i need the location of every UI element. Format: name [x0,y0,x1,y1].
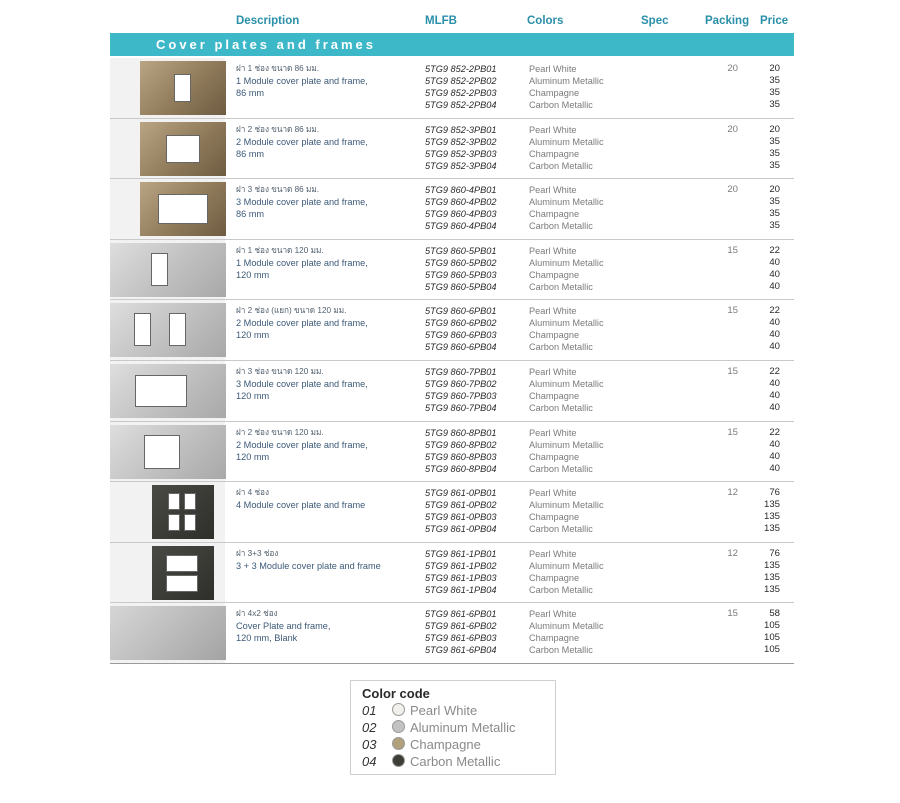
description-line: 3 + 3 Module cover plate and frame [236,560,381,571]
mlfb-code: 5TG9 861-6PB03 [425,633,497,644]
price-value: 135 [763,511,780,523]
price-value: 105 [763,644,780,656]
description-cell [236,427,368,463]
mlfb-cell [425,487,497,535]
module-opening [166,135,200,163]
price-value: 58 [769,608,780,620]
mlfb-code: 5TG9 860-6PB04 [425,342,497,353]
price-value: 35 [769,135,780,147]
mlfb-code: 5TG9 852-2PB02 [425,76,497,86]
legend-color-name: Champagne [410,737,481,752]
thai-description: ฝา 2 ช่อง ขนาด 120 มม. [236,427,324,437]
mlfb-code: 5TG9 861-1PB02 [425,560,497,571]
color-swatch [392,754,405,767]
description-line: 3 Module cover plate and frame, [236,378,368,389]
description-cell [236,366,368,402]
mlfb-code: 5TG9 861-0PB02 [425,500,497,511]
price-value: 22 [769,305,780,317]
color-name: Champagne [529,88,580,98]
color-name: Aluminum Metallic [529,621,604,632]
color-name: Pearl White [529,124,577,135]
price-value: 22 [769,426,780,438]
header-packing: Packing [705,15,750,27]
mlfb-cell [425,63,497,111]
color-name: Carbon Metallic [529,281,593,292]
color-name: Carbon Metallic [529,584,593,595]
table-row [110,58,794,119]
packing-value: 12 [727,487,738,499]
colors-cell [529,63,604,111]
color-name: Pearl White [529,306,577,317]
legend-color-name: Carbon Metallic [410,754,501,769]
color-name: Aluminum Metallic [529,500,604,511]
thai-description: ฝา 2 ช่อง (แยก) ขนาด 120 มม. [236,306,347,316]
mlfb-code: 5TG9 860-8PB02 [425,439,497,450]
table-row [110,361,794,422]
legend-code: 04 [362,754,377,769]
color-name: Pearl White [529,609,577,620]
price-value: 35 [769,196,780,208]
mlfb-code: 5TG9 852-3PB02 [425,136,497,147]
price-value: 35 [769,99,780,110]
mlfb-code: 5TG9 861-0PB01 [425,488,497,499]
mlfb-code: 5TG9 860-4PB03 [425,209,497,220]
price-cell [750,548,780,596]
description-line: 2 Module cover plate and frame, [236,318,368,329]
header-spec: Spec [641,15,669,27]
price-value: 40 [769,450,780,462]
price-value: 40 [769,389,780,401]
price-cell [750,184,780,232]
color-name: Champagne [529,512,580,523]
price-value: 40 [769,401,780,413]
legend-item [362,737,481,754]
price-value: 40 [769,341,780,353]
mlfb-code: 5TG9 860-7PB03 [425,390,497,401]
mlfb-code: 5TG9 861-1PB03 [425,572,497,583]
color-name: Carbon Metallic [529,463,593,474]
price-value: 35 [769,208,780,220]
price-value: 40 [769,268,780,280]
mlfb-code: 5TG9 860-7PB01 [425,366,497,377]
product-table [110,58,794,664]
mlfb-code: 5TG9 860-8PB03 [425,451,497,462]
colors-cell [529,487,604,535]
mlfb-cell [425,245,497,293]
description-line: 86 mm [236,88,265,98]
mlfb-code: 5TG9 852-2PB01 [425,64,497,74]
mlfb-code: 5TG9 860-5PB04 [425,281,497,292]
description-line: 86 mm [236,209,265,220]
section-banner [110,33,794,56]
legend-title: Color code [362,686,430,701]
table-row [110,300,794,361]
module-opening [184,493,196,510]
description-line: 120 mm [236,330,270,341]
cover-plate-image [110,243,226,297]
color-swatch [392,703,405,716]
colors-cell [529,548,604,596]
color-name: Carbon Metallic [529,402,593,413]
product-thumbnail [110,179,225,239]
legend-item [362,720,515,737]
price-value: 20 [769,63,780,74]
price-cell [750,305,780,353]
description-line: Cover Plate and frame, [236,621,331,632]
price-value: 40 [769,438,780,450]
colors-cell [529,245,604,293]
price-cell [750,366,780,414]
module-opening [174,74,191,102]
price-value: 20 [769,184,780,196]
product-thumbnail [110,603,225,663]
price-value: 40 [769,317,780,329]
mlfb-code: 5TG9 860-5PB01 [425,245,497,256]
price-cell [750,427,780,475]
legend-color-name: Pearl White [410,703,478,718]
product-thumbnail [110,300,225,360]
color-name: Aluminum Metallic [529,439,604,450]
mlfb-code: 5TG9 852-3PB03 [425,148,497,159]
thai-description: ฝา 1 ช่อง ขนาด 120 มม. [236,245,324,255]
thai-description: ฝา 3+3 ช่อง [236,548,279,558]
price-value: 135 [763,499,780,511]
description-line: 120 mm [236,451,270,462]
color-name: Pearl White [529,64,577,74]
legend-code: 03 [362,737,377,752]
description-cell [236,245,368,281]
packing-value: 15 [727,426,738,438]
mlfb-cell [425,366,497,414]
module-opening [184,514,196,531]
description-line: 120 mm [236,269,270,280]
colors-cell [529,427,604,475]
price-value: 135 [763,523,780,535]
product-thumbnail [110,543,225,603]
mlfb-code: 5TG9 860-6PB03 [425,330,497,341]
module-opening [169,313,186,346]
section-title: Cover plates and frames [156,37,377,52]
color-name: Aluminum Metallic [529,197,604,208]
price-value: 135 [763,571,780,583]
header-mlfb: MLFB [425,15,457,27]
mlfb-code: 5TG9 861-6PB02 [425,621,497,632]
cover-plate-image [152,485,214,539]
price-value: 135 [763,559,780,571]
price-value: 35 [769,87,780,98]
cover-plate-image [152,546,214,600]
thai-description: ฝา 1 ช่อง ขนาด 86 มม. [236,64,320,73]
price-value: 22 [769,365,780,377]
packing-value: 15 [727,365,738,377]
packing-value: 20 [727,184,738,196]
thai-description: ฝา 3 ช่อง ขนาด 86 มม. [236,185,320,195]
cover-plate-image [140,182,226,236]
price-cell [750,124,780,172]
mlfb-code: 5TG9 860-4PB02 [425,197,497,208]
mlfb-code: 5TG9 861-1PB01 [425,548,497,559]
color-name: Pearl White [529,427,577,438]
cover-plate-image [140,61,226,115]
cover-plate-image [110,606,226,660]
mlfb-cell [425,305,497,353]
product-thumbnail [110,482,225,542]
cover-plate-image [110,425,226,479]
color-name: Champagne [529,209,580,220]
color-code-legend [350,680,556,775]
module-opening [134,313,151,346]
legend-item [362,703,477,720]
color-name: Pearl White [529,366,577,377]
mlfb-code: 5TG9 852-2PB03 [425,88,497,98]
thai-description: ฝา 2 ช่อง ขนาด 86 มม. [236,124,320,134]
cover-plate-image [140,122,226,176]
mlfb-code: 5TG9 860-4PB04 [425,221,497,232]
packing-value: 15 [727,244,738,256]
colors-cell [529,124,604,172]
color-name: Pearl White [529,488,577,499]
color-name: Carbon Metallic [529,342,593,353]
module-opening [166,555,198,572]
price-value: 76 [769,487,780,499]
colors-cell [529,305,604,353]
mlfb-code: 5TG9 860-6PB02 [425,318,497,329]
table-row [110,422,794,483]
module-opening [151,253,168,286]
price-cell [750,608,780,656]
color-name: Carbon Metallic [529,100,593,110]
mlfb-cell [425,427,497,475]
mlfb-code: 5TG9 860-8PB01 [425,427,497,438]
price-value: 40 [769,329,780,341]
color-name: Carbon Metallic [529,524,593,535]
color-name: Carbon Metallic [529,645,593,656]
color-name: Aluminum Metallic [529,560,604,571]
price-value: 105 [763,632,780,644]
mlfb-code: 5TG9 860-5PB03 [425,269,497,280]
price-value: 35 [769,220,780,232]
description-cell [236,63,368,99]
mlfb-code: 5TG9 861-1PB04 [425,584,497,595]
color-name: Champagne [529,572,580,583]
header-description: Description [236,15,300,27]
price-value: 22 [769,244,780,256]
module-opening [135,375,187,407]
color-name: Aluminum Metallic [529,318,604,329]
color-name: Carbon Metallic [529,221,593,232]
mlfb-code: 5TG9 860-6PB01 [425,306,497,317]
product-thumbnail [110,58,225,118]
mlfb-code: 5TG9 860-5PB02 [425,257,497,268]
color-name: Champagne [529,269,580,280]
module-opening [158,194,208,224]
color-name: Champagne [529,148,580,159]
price-value: 40 [769,377,780,389]
price-value: 35 [769,147,780,159]
mlfb-code: 5TG9 860-4PB01 [425,185,497,196]
table-row [110,179,794,240]
description-line: 2 Module cover plate and frame, [236,136,368,147]
color-name: Pearl White [529,548,577,559]
mlfb-code: 5TG9 852-3PB01 [425,124,497,135]
description-line: 1 Module cover plate and frame, [236,76,368,86]
description-line: 1 Module cover plate and frame, [236,257,368,268]
price-value: 40 [769,256,780,268]
product-thumbnail [110,240,225,300]
description-line: 86 mm [236,148,265,159]
legend-code: 02 [362,720,377,735]
module-opening [168,493,180,510]
description-cell [236,305,368,341]
thai-description: ฝา 4 ช่อง [236,488,269,498]
description-cell [236,124,368,160]
color-name: Aluminum Metallic [529,136,604,147]
price-value: 20 [769,123,780,135]
description-line: 2 Module cover plate and frame, [236,439,368,450]
mlfb-cell [425,184,497,232]
price-cell [750,487,780,535]
table-row [110,482,794,543]
legend-code: 01 [362,703,377,718]
table-row [110,543,794,604]
mlfb-code: 5TG9 860-7PB04 [425,402,497,413]
mlfb-code: 5TG9 861-0PB04 [425,524,497,535]
module-opening [144,435,180,469]
product-thumbnail [110,119,225,179]
color-name: Champagne [529,330,580,341]
packing-value: 15 [727,608,738,620]
legend-item [362,754,500,771]
table-row [110,119,794,180]
header-price: Price [760,15,789,27]
cover-plate-image [110,364,226,418]
description-cell [236,548,381,572]
product-thumbnail [110,422,225,482]
price-value: 35 [769,159,780,171]
packing-value: 20 [727,123,738,135]
table-row [110,240,794,301]
mlfb-code: 5TG9 861-6PB01 [425,609,497,620]
color-swatch [392,720,405,733]
mlfb-code: 5TG9 852-2PB04 [425,100,497,110]
cover-plate-image [110,303,226,357]
mlfb-code: 5TG9 860-8PB04 [425,463,497,474]
colors-cell [529,366,604,414]
product-thumbnail [110,361,225,421]
price-cell [750,63,780,111]
packing-value: 12 [727,547,738,559]
thai-description: ฝา 4x2 ช่อง [236,609,278,619]
color-name: Pearl White [529,185,577,196]
mlfb-cell [425,124,497,172]
mlfb-code: 5TG9 861-6PB04 [425,645,497,656]
description-line: 120 mm [236,390,270,401]
price-value: 40 [769,462,780,474]
description-line: 4 Module cover plate and frame [236,500,366,511]
price-value: 135 [763,583,780,595]
price-value: 40 [769,280,780,292]
mlfb-code: 5TG9 861-0PB03 [425,512,497,523]
color-name: Champagne [529,633,580,644]
color-name: Carbon Metallic [529,160,593,171]
color-name: Pearl White [529,245,577,256]
legend-color-name: Aluminum Metallic [410,720,516,735]
description-line: 120 mm, Blank [236,633,298,644]
header-colors: Colors [527,15,564,27]
price-cell [750,245,780,293]
packing-value: 15 [727,305,738,317]
table-row [110,603,794,664]
description-cell [236,487,365,511]
price-value: 105 [763,620,780,632]
color-name: Aluminum Metallic [529,378,604,389]
mlfb-cell [425,548,497,596]
packing-value: 20 [727,63,738,74]
colors-cell [529,184,604,232]
description-cell [236,184,368,220]
color-name: Aluminum Metallic [529,257,604,268]
price-value: 76 [769,547,780,559]
color-name: Aluminum Metallic [529,76,604,86]
colors-cell [529,608,604,656]
description-line: 3 Module cover plate and frame, [236,197,368,208]
price-value: 35 [769,75,780,86]
mlfb-code: 5TG9 852-3PB04 [425,160,497,171]
color-name: Champagne [529,451,580,462]
mlfb-code: 5TG9 860-7PB02 [425,378,497,389]
mlfb-cell [425,608,497,656]
color-name: Champagne [529,390,580,401]
description-cell [236,608,330,644]
module-opening [168,514,180,531]
thai-description: ฝา 3 ช่อง ขนาด 120 มม. [236,366,324,376]
module-opening [166,575,198,592]
color-swatch [392,737,405,750]
